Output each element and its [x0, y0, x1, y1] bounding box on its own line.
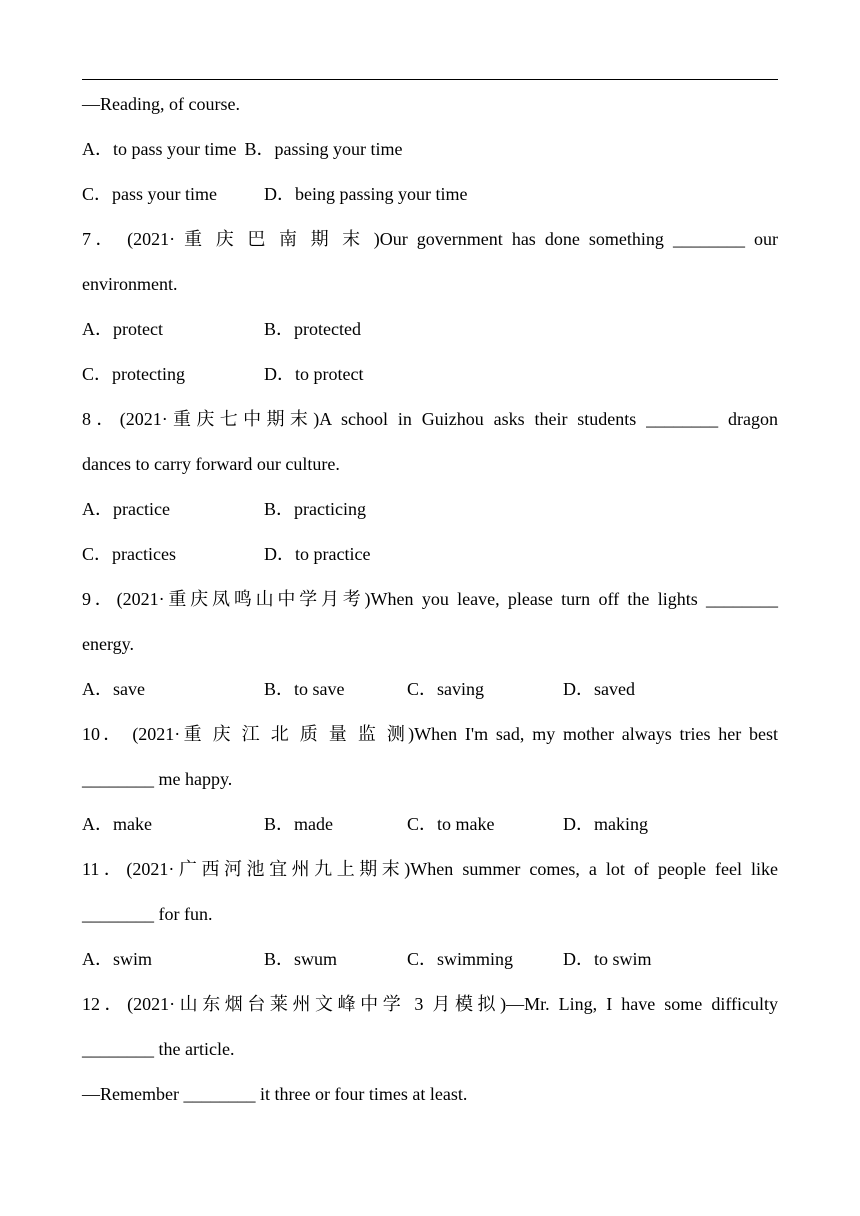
- q11-stem-1: 11．(2021·广西河池宜州九上期末)When summer comes, a lot of people feel like: [82, 859, 778, 879]
- q10-stem-1: 10． (2021·重 庆 江 北 质 量 监 测)When I'm sad, my mother always tries her best: [82, 724, 778, 744]
- q6-options-ab: [82, 127, 778, 172]
- q6-options-cd: [82, 172, 778, 217]
- option-a: A．save: [82, 679, 145, 699]
- q11-options: [82, 937, 778, 982]
- q12-reply: —Remember ________ it three or four times at least.: [82, 1084, 468, 1104]
- option-d: D．to practice: [264, 544, 371, 564]
- q9-stem-1: 9．(2021·重庆凤鸣山中学月考)When you leave, please turn off the lights ________: [82, 589, 778, 609]
- option-c: C．swimming: [407, 949, 514, 969]
- q8-options-cd: [82, 532, 778, 577]
- q6-answer: —Reading, of course.: [82, 94, 240, 114]
- option-b: B．practicing: [264, 499, 366, 519]
- q7-stem-1: 7． (2021· 重 庆 巴 南 期 末 )Our government has done something ________ our: [82, 229, 778, 249]
- option-b: B．to save: [264, 679, 345, 699]
- option-d: D．saved: [563, 679, 635, 699]
- option-c: C．pass your time: [82, 184, 217, 204]
- q7-options-cd: [82, 352, 778, 397]
- option-a: A．make: [82, 814, 152, 834]
- q8-stem-2: dances to carry forward our culture.: [82, 454, 340, 474]
- option-a: A．swim: [82, 949, 153, 969]
- option-d: D．being passing your time: [264, 184, 468, 204]
- q9-stem-2: energy.: [82, 634, 134, 654]
- q9-options: [82, 667, 778, 712]
- option-c: C．to make: [407, 814, 495, 834]
- q7-stem-2: environment.: [82, 274, 178, 294]
- option-c: C．practices: [82, 544, 176, 564]
- option-d: D．making: [563, 814, 648, 834]
- option-a: A．to pass your time: [82, 139, 237, 159]
- q12-stem-1: 12．(2021·山东烟台莱州文峰中学 3 月模拟)—Mr. Ling, I have some difficulty: [82, 994, 778, 1014]
- q12-stem-2: ________ the article.: [82, 1039, 235, 1059]
- q10-stem-2: ________ me happy.: [82, 769, 233, 789]
- option-d: D．to protect: [264, 364, 364, 384]
- option-b: B．passing your time: [244, 139, 403, 159]
- option-b: B．protected: [264, 319, 361, 339]
- header-rule: [82, 79, 778, 80]
- option-c: C．saving: [407, 679, 485, 699]
- option-a: A．protect: [82, 319, 163, 339]
- document-body: [82, 82, 778, 1117]
- q10-options: [82, 802, 778, 847]
- q8-stem-1: 8．(2021·重庆七中期末)A school in Guizhou asks their students ________ dragon: [82, 409, 778, 429]
- option-a: A．practice: [82, 499, 170, 519]
- option-c: C．protecting: [82, 364, 185, 384]
- q11-stem-2: ________ for fun.: [82, 904, 213, 924]
- option-d: D．to swim: [563, 949, 652, 969]
- option-b: B．made: [264, 814, 333, 834]
- q8-options-ab: [82, 487, 778, 532]
- option-b: B．swum: [264, 949, 338, 969]
- q7-options-ab: [82, 307, 778, 352]
